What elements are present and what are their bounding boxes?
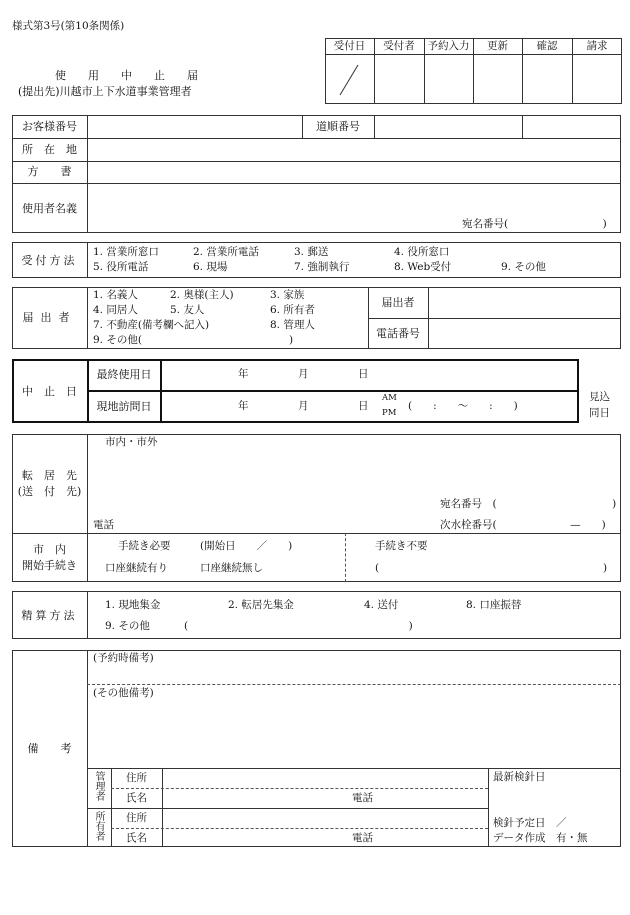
notifier-option[interactable]: 5. 友人 <box>170 304 205 316</box>
settlement-other-paren[interactable]: ( ) <box>184 620 413 632</box>
city-start-label: 市 内 <box>33 543 66 556</box>
start-date[interactable]: (開始日 ／ ) <box>200 540 293 552</box>
office-header-received-date: 受付日 <box>333 40 366 52</box>
settlement-other[interactable]: 9. その他 <box>105 620 150 632</box>
estimate-note: 見込 <box>589 391 610 403</box>
reception-option[interactable]: 5. 役所電話 <box>93 261 149 273</box>
paren-close: ) <box>603 562 608 574</box>
user-name-label: 使用者名義 <box>22 202 77 215</box>
moving-area[interactable]: 市内・市外 <box>105 436 158 448</box>
next-meter-no: 次水栓番号( — ) <box>440 519 606 531</box>
notifier-name-field[interactable] <box>429 288 620 317</box>
office-header-receiver: 受付者 <box>383 40 415 52</box>
settlement-option[interactable]: 2. 転居先集金 <box>228 599 294 611</box>
reception-option[interactable]: 8. Web受付 <box>394 261 452 273</box>
last-use-month: 月 <box>298 368 309 380</box>
same-day-note: 同日 <box>589 407 610 419</box>
visit-pm[interactable]: PM <box>382 408 397 418</box>
manager-phone-label: 電話 <box>352 792 373 804</box>
reception-option[interactable]: 2. 営業所電話 <box>193 246 259 258</box>
reception-option[interactable]: 6. 現場 <box>193 261 228 273</box>
notifier-option[interactable]: 3. 家族 <box>270 289 305 301</box>
visit-am[interactable]: AM <box>382 393 397 403</box>
owner-address-field[interactable] <box>163 809 487 827</box>
reception-option[interactable]: 4. 役所窓口 <box>394 246 450 258</box>
notifier-label: 届出者 <box>22 311 77 324</box>
office-header-confirm: 確認 <box>536 40 558 52</box>
owner-label: 所有者 <box>93 811 104 841</box>
other-note-field[interactable] <box>88 701 620 767</box>
moving-addressee-no: 宛名番号 ( ) <box>440 498 617 510</box>
data-created[interactable]: データ作成 有・無 <box>493 832 588 844</box>
customer-no-label: お客様番号 <box>22 120 77 133</box>
last-use-day: 日 <box>358 368 369 380</box>
manager-address-field[interactable] <box>163 769 487 787</box>
notifier-name-label: 届出者 <box>381 296 415 309</box>
office-header-update: 更新 <box>487 40 508 52</box>
last-use-label: 最終使用日 <box>96 368 152 381</box>
submit-to: (提出先)川越市上下水道事業管理者 <box>18 85 192 98</box>
reception-label: 受付方法 <box>21 254 78 267</box>
moving-address-field[interactable] <box>88 452 620 492</box>
direction-label: 方 書 <box>27 165 72 178</box>
notifier-option[interactable]: 9. その他( ) <box>93 334 294 346</box>
visit-day: 日 <box>358 400 369 412</box>
latest-meter-label: 最新検針日 <box>493 771 546 783</box>
route-no-field[interactable] <box>375 116 521 137</box>
form-number: 様式第3号(第10条関係) <box>12 20 125 32</box>
other-note: (その他備考) <box>93 687 154 699</box>
moving-sub-label: (送 付 先) <box>17 485 82 498</box>
owner-phone-label: 電話 <box>352 832 373 844</box>
slash-mark <box>325 55 374 104</box>
reception-option[interactable]: 7. 強制執行 <box>294 261 350 273</box>
procedure-not-required[interactable]: 手続き不要 <box>375 540 428 552</box>
settlement-label: 精算方法 <box>21 609 78 622</box>
manager-label: 管理者 <box>93 771 104 801</box>
manager-name-label: 氏名 <box>126 792 147 804</box>
reception-option[interactable]: 1. 営業所窓口 <box>93 246 159 258</box>
direction-field[interactable] <box>88 162 620 182</box>
settlement-option[interactable]: 4. 送付 <box>364 599 399 611</box>
stop-date-label: 中 止 日 <box>22 385 77 398</box>
reserve-note: (予約時備考) <box>93 652 154 664</box>
addressee-no: 宛名番号( ) <box>462 218 607 230</box>
notifier-option[interactable]: 4. 同居人 <box>93 304 138 316</box>
reserve-note-field[interactable] <box>88 666 620 683</box>
last-use-date-field[interactable] <box>162 361 577 389</box>
office-header-billing: 請求 <box>586 40 608 52</box>
remarks-label: 備 考 <box>27 742 72 755</box>
office-header-reservation: 予約入力 <box>427 40 470 52</box>
settlement-option[interactable]: 1. 現地集金 <box>105 599 161 611</box>
reception-option[interactable]: 9. その他 <box>501 261 546 273</box>
settlement-option[interactable]: 8. 口座振替 <box>466 599 522 611</box>
visit-label: 現地訪問日 <box>96 400 152 413</box>
account-no-continue[interactable]: 口座継続無し <box>200 562 263 574</box>
notifier-phone-label: 電話番号 <box>376 327 420 340</box>
visit-time-range[interactable]: ( : 〜 : ) <box>408 400 518 412</box>
reception-option[interactable]: 3. 郵送 <box>294 246 329 258</box>
visit-year: 年 <box>238 400 249 412</box>
route-no-label: 道順番号 <box>316 120 360 133</box>
customer-no-field[interactable] <box>88 116 301 137</box>
notifier-option[interactable]: 7. 不動産(備考欄へ記入) <box>93 319 210 331</box>
next-meter-date: 検針予定日 ／ <box>493 817 567 829</box>
moving-label: 転 居 先 <box>22 469 77 482</box>
notifier-option[interactable]: 2. 奥様(主人) <box>170 289 234 301</box>
manager-address-label: 住所 <box>126 772 147 784</box>
visit-month: 月 <box>298 400 309 412</box>
owner-address-label: 住所 <box>126 812 147 824</box>
paren-open: ( <box>375 562 380 574</box>
notifier-option[interactable]: 1. 名義人 <box>93 289 138 301</box>
notifier-phone-field[interactable] <box>429 319 620 348</box>
procedure-required[interactable]: 手続き必要 <box>118 540 171 552</box>
moving-phone-label: 電話 <box>93 519 114 531</box>
account-continue[interactable]: 口座継続有り <box>105 562 168 574</box>
city-start-sub-label: 開始手続き <box>22 559 77 572</box>
address-label: 所 在 地 <box>22 143 77 156</box>
notifier-option[interactable]: 8. 管理人 <box>270 319 315 331</box>
owner-name-label: 氏名 <box>126 832 147 844</box>
form-title: 使 用 中 止 届 <box>55 69 198 82</box>
address-field[interactable] <box>88 139 620 160</box>
last-use-year: 年 <box>238 368 249 380</box>
notifier-option[interactable]: 6. 所有者 <box>270 304 315 316</box>
